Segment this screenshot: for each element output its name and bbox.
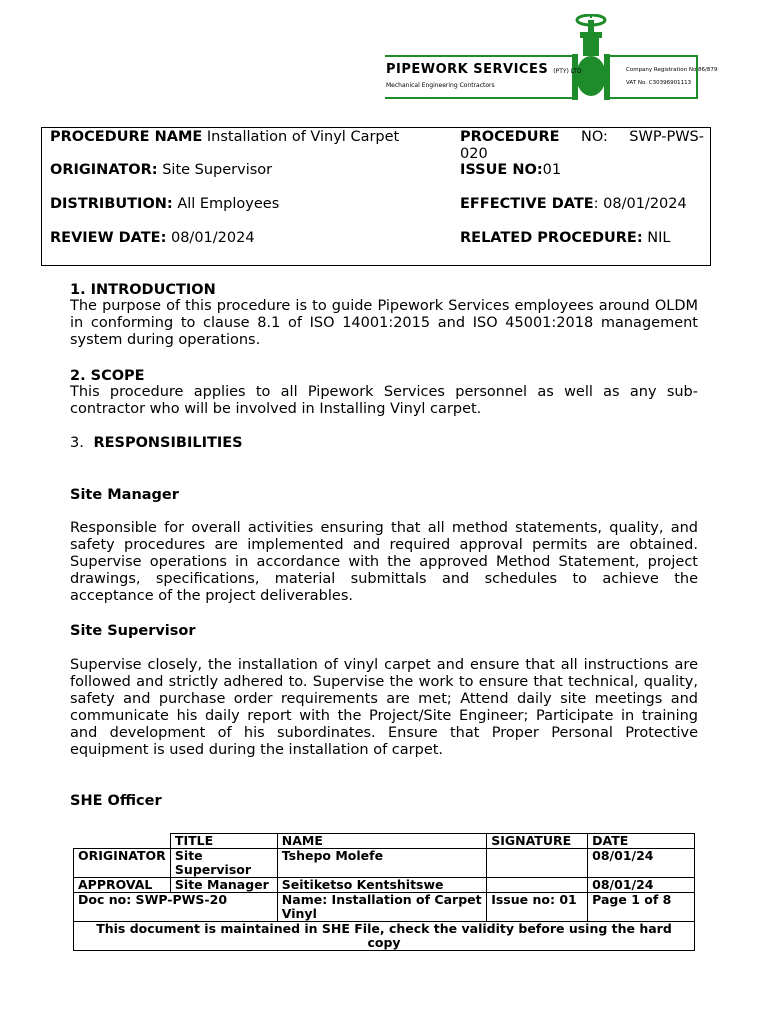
logo-tagline: Mechanical Engineering Contractors xyxy=(386,82,495,89)
doc-number: Doc no: SWP-PWS-20 xyxy=(74,893,278,922)
effective-date-label: EFFECTIVE DATE xyxy=(460,196,594,212)
valve-icon xyxy=(570,14,612,100)
procedure-no-value-2: 020 xyxy=(460,146,488,162)
approval-table xyxy=(73,833,695,951)
issue-no-label: ISSUE NO: xyxy=(460,162,543,178)
responsibilities-heading xyxy=(70,435,243,452)
doc-issue-number: Issue no: 01 xyxy=(487,893,588,922)
responsibilities-number: 3. xyxy=(70,435,84,451)
procedure-name-label: PROCEDURE NAME xyxy=(50,129,203,145)
related-procedure-value: NIL xyxy=(647,230,671,246)
row-name: Tshepo Molefe xyxy=(277,849,486,878)
logo-company-name-text: PIPEWORK SERVICES xyxy=(386,62,549,77)
table-header-row xyxy=(74,834,695,849)
row-signature xyxy=(487,878,588,893)
effective-date xyxy=(460,196,687,213)
related-procedure xyxy=(460,230,670,247)
logo-company-name xyxy=(386,62,582,77)
distribution xyxy=(50,196,279,213)
logo-registration-info xyxy=(626,64,717,90)
table-header-empty xyxy=(74,834,171,849)
procedure-no-label: PROCEDURE xyxy=(460,129,560,145)
effective-date-value: : 08/01/2024 xyxy=(593,196,687,212)
row-signature xyxy=(487,849,588,878)
logo-company-suffix: (PTY) LTD xyxy=(553,68,582,75)
issue-number xyxy=(460,162,561,179)
procedure-no-mid: NO: xyxy=(580,129,608,145)
page-number: Page 1 of 8 xyxy=(588,893,695,922)
doc-name: Name: Installation of Carpet Vinyl xyxy=(277,893,486,922)
she-officer-heading: SHE Officer xyxy=(70,793,162,809)
originator-label: ORIGINATOR: xyxy=(50,162,158,178)
introduction-heading: 1. INTRODUCTION xyxy=(70,282,216,298)
table-header-title: TITLE xyxy=(170,834,277,849)
row-name: Seitiketso Kentshitswe xyxy=(277,878,486,893)
procedure-name-value: Installation of Vinyl Carpet xyxy=(206,129,400,145)
logo-vat: VAT No. C30396901113 xyxy=(626,80,692,86)
table-header-signature: SIGNATURE xyxy=(487,834,588,849)
table-row xyxy=(74,849,695,878)
table-header-date: DATE xyxy=(588,834,695,849)
validity-notice: This document is maintained in SHE File, check the validity before using the hard copy xyxy=(74,922,695,951)
introduction-text: The purpose of this procedure is to guide Pipework Services employees around OLDM in conforming to clause 8.1 of ISO 14001:2015 and ISO 45001:2018 management system during operations. xyxy=(70,298,698,348)
responsibilities-title: RESPONSIBILITIES xyxy=(93,435,243,451)
row-role: ORIGINATOR xyxy=(74,849,171,878)
originator xyxy=(50,162,272,179)
site-supervisor-heading: Site Supervisor xyxy=(70,623,196,639)
review-date xyxy=(50,230,255,247)
row-title: Site Supervisor xyxy=(170,849,277,878)
distribution-value: All Employees xyxy=(177,196,280,212)
procedure-no-value-1: SWP-PWS- xyxy=(629,129,704,145)
procedure-name xyxy=(50,129,399,146)
distribution-label: DISTRIBUTION: xyxy=(50,196,173,212)
issue-no-value: 01 xyxy=(542,162,562,178)
site-manager-text: Responsible for overall activities ensuring that all method statements, quality, and safety procedures are implemented and required approval permits are obtained. Supervise operations in accordance with the approved Method Statement, project drawings, specifications, material submittals and schedules to achieve the acceptance of the project deliverables. xyxy=(70,520,698,604)
table-row xyxy=(74,878,695,893)
row-date: 08/01/24 xyxy=(588,878,695,893)
site-supervisor-text: Supervise closely, the installation of vinyl carpet and ensure that all instructions are followed and strictly adhered to. Supervise the work to ensure that technical, quality, safety and purchase order requirements are met; Attend daily site meetings and communicate his daily report with the Project/Site Engineer; Participate in training and development of his subordinates. Ensure that Proper Personal Protective equipment is used during the installation of carpet. xyxy=(70,657,698,758)
row-title: Site Manager xyxy=(170,878,277,893)
row-date: 08/01/24 xyxy=(588,849,695,878)
table-header-name: NAME xyxy=(277,834,486,849)
row-role: APPROVAL xyxy=(74,878,171,893)
logo-registration: Company Registration No 86/879 xyxy=(626,67,718,73)
site-manager-heading: Site Manager xyxy=(70,487,179,503)
scope-text: This procedure applies to all Pipework Services personnel as well as any sub-contractor who will be involved in Installing Vinyl carpet. xyxy=(70,384,698,417)
scope-heading: 2. SCOPE xyxy=(70,368,145,384)
procedure-number xyxy=(460,129,704,163)
review-date-label: REVIEW DATE: xyxy=(50,230,167,246)
originator-value: Site Supervisor xyxy=(162,162,273,178)
company-logo xyxy=(384,14,718,100)
document-info-row xyxy=(74,893,695,922)
related-procedure-label: RELATED PROCEDURE: xyxy=(460,230,643,246)
review-date-value: 08/01/2024 xyxy=(170,230,255,246)
validity-notice-row xyxy=(74,922,695,951)
